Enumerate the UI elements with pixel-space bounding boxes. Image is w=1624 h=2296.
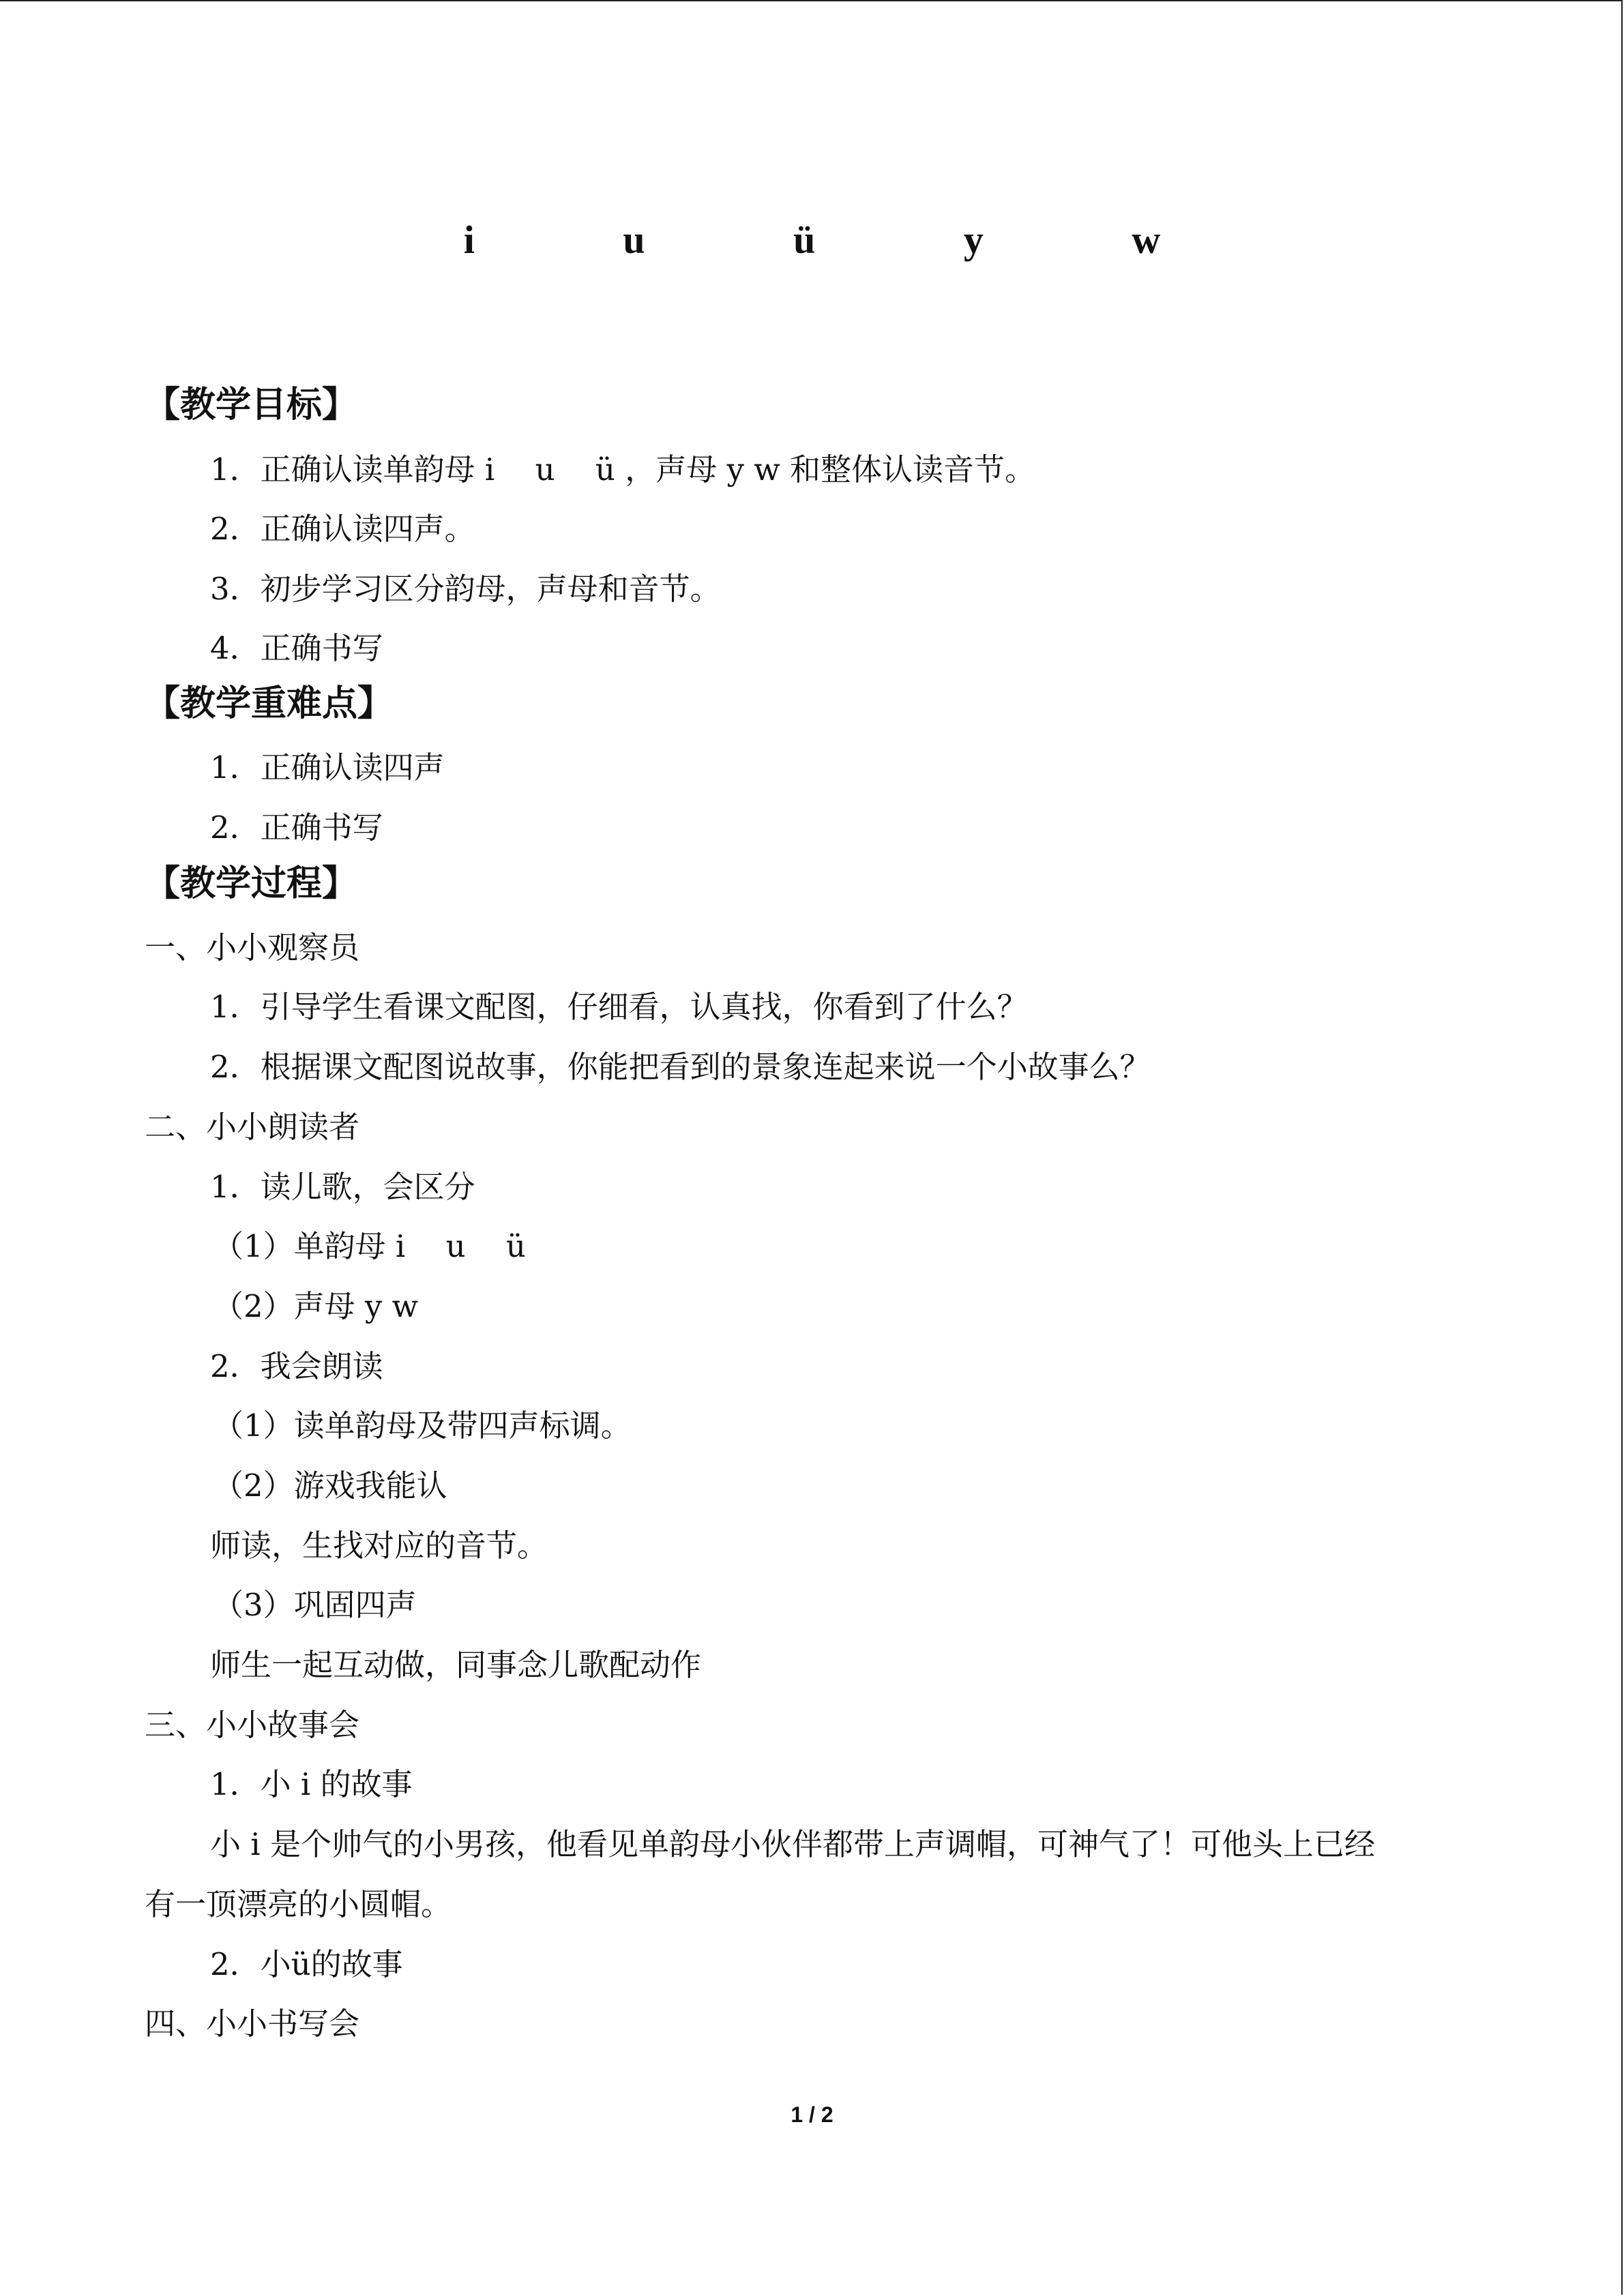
process-line: 2．我会朗读 bbox=[210, 1348, 383, 1384]
goal-item-3: 3．初步学习区分韵母，声母和音节。 bbox=[210, 571, 721, 607]
process-line: 2．小ü的故事 bbox=[210, 1946, 403, 1982]
goal-item-1: 1．正确认读单韵母 i u ü ，声母 y w 和整体认读音节。 bbox=[210, 451, 1036, 488]
process-paragraph-line-1: 小 i 是个帅气的小男孩，他看见单韵母小伙伴都带上声调帽，可神气了！可他头上已经 bbox=[210, 1826, 1376, 1862]
section-heading-key-points: 【教学重难点】 bbox=[145, 683, 394, 724]
process-step-3-title: 三、小小故事会 bbox=[145, 1707, 360, 1743]
process-step-2-title: 二、小小朗读者 bbox=[145, 1109, 360, 1145]
process-line: （2）游戏我能认 bbox=[213, 1467, 447, 1504]
process-line: 1．读儿歌，会区分 bbox=[210, 1169, 475, 1205]
document-title: i u ü y w bbox=[463, 218, 1161, 262]
goal-item-4: 4．正确书写 bbox=[210, 630, 383, 666]
section-heading-process: 【教学过程】 bbox=[145, 863, 358, 904]
process-line: （3）巩固四声 bbox=[213, 1587, 417, 1623]
process-step-4-title: 四、小小书写会 bbox=[145, 2006, 360, 2042]
process-line: 1．小 i 的故事 bbox=[210, 1766, 413, 1802]
key-point-item-1: 1．正确认读四声 bbox=[210, 749, 445, 786]
page-number: 1 / 2 bbox=[791, 2102, 833, 2127]
process-line: （1）读单韵母及带四声标调。 bbox=[213, 1407, 632, 1444]
process-line: 师读，生找对应的音节。 bbox=[210, 1527, 548, 1564]
process-step-1-title: 一、小小观察员 bbox=[145, 929, 360, 966]
section-heading-goals: 【教学目标】 bbox=[145, 385, 358, 426]
key-point-item-2: 2．正确书写 bbox=[210, 809, 383, 846]
process-line: 2．根据课文配图说故事，你能把看到的景象连起来说一个小故事么？ bbox=[210, 1049, 1151, 1085]
process-line: （1）单韵母 i u ü bbox=[213, 1228, 526, 1264]
goal-item-2: 2．正确认读四声。 bbox=[210, 511, 475, 547]
process-line: （2）声母 y w bbox=[213, 1288, 419, 1324]
process-paragraph-line-2: 有一顶漂亮的小圆帽。 bbox=[145, 1886, 452, 1922]
process-line: 师生一起互动做，同事念儿歌配动作 bbox=[210, 1647, 702, 1683]
process-line: 1．引导学生看课文配图，仔细看，认真找，你看到了什么？ bbox=[210, 989, 1028, 1025]
